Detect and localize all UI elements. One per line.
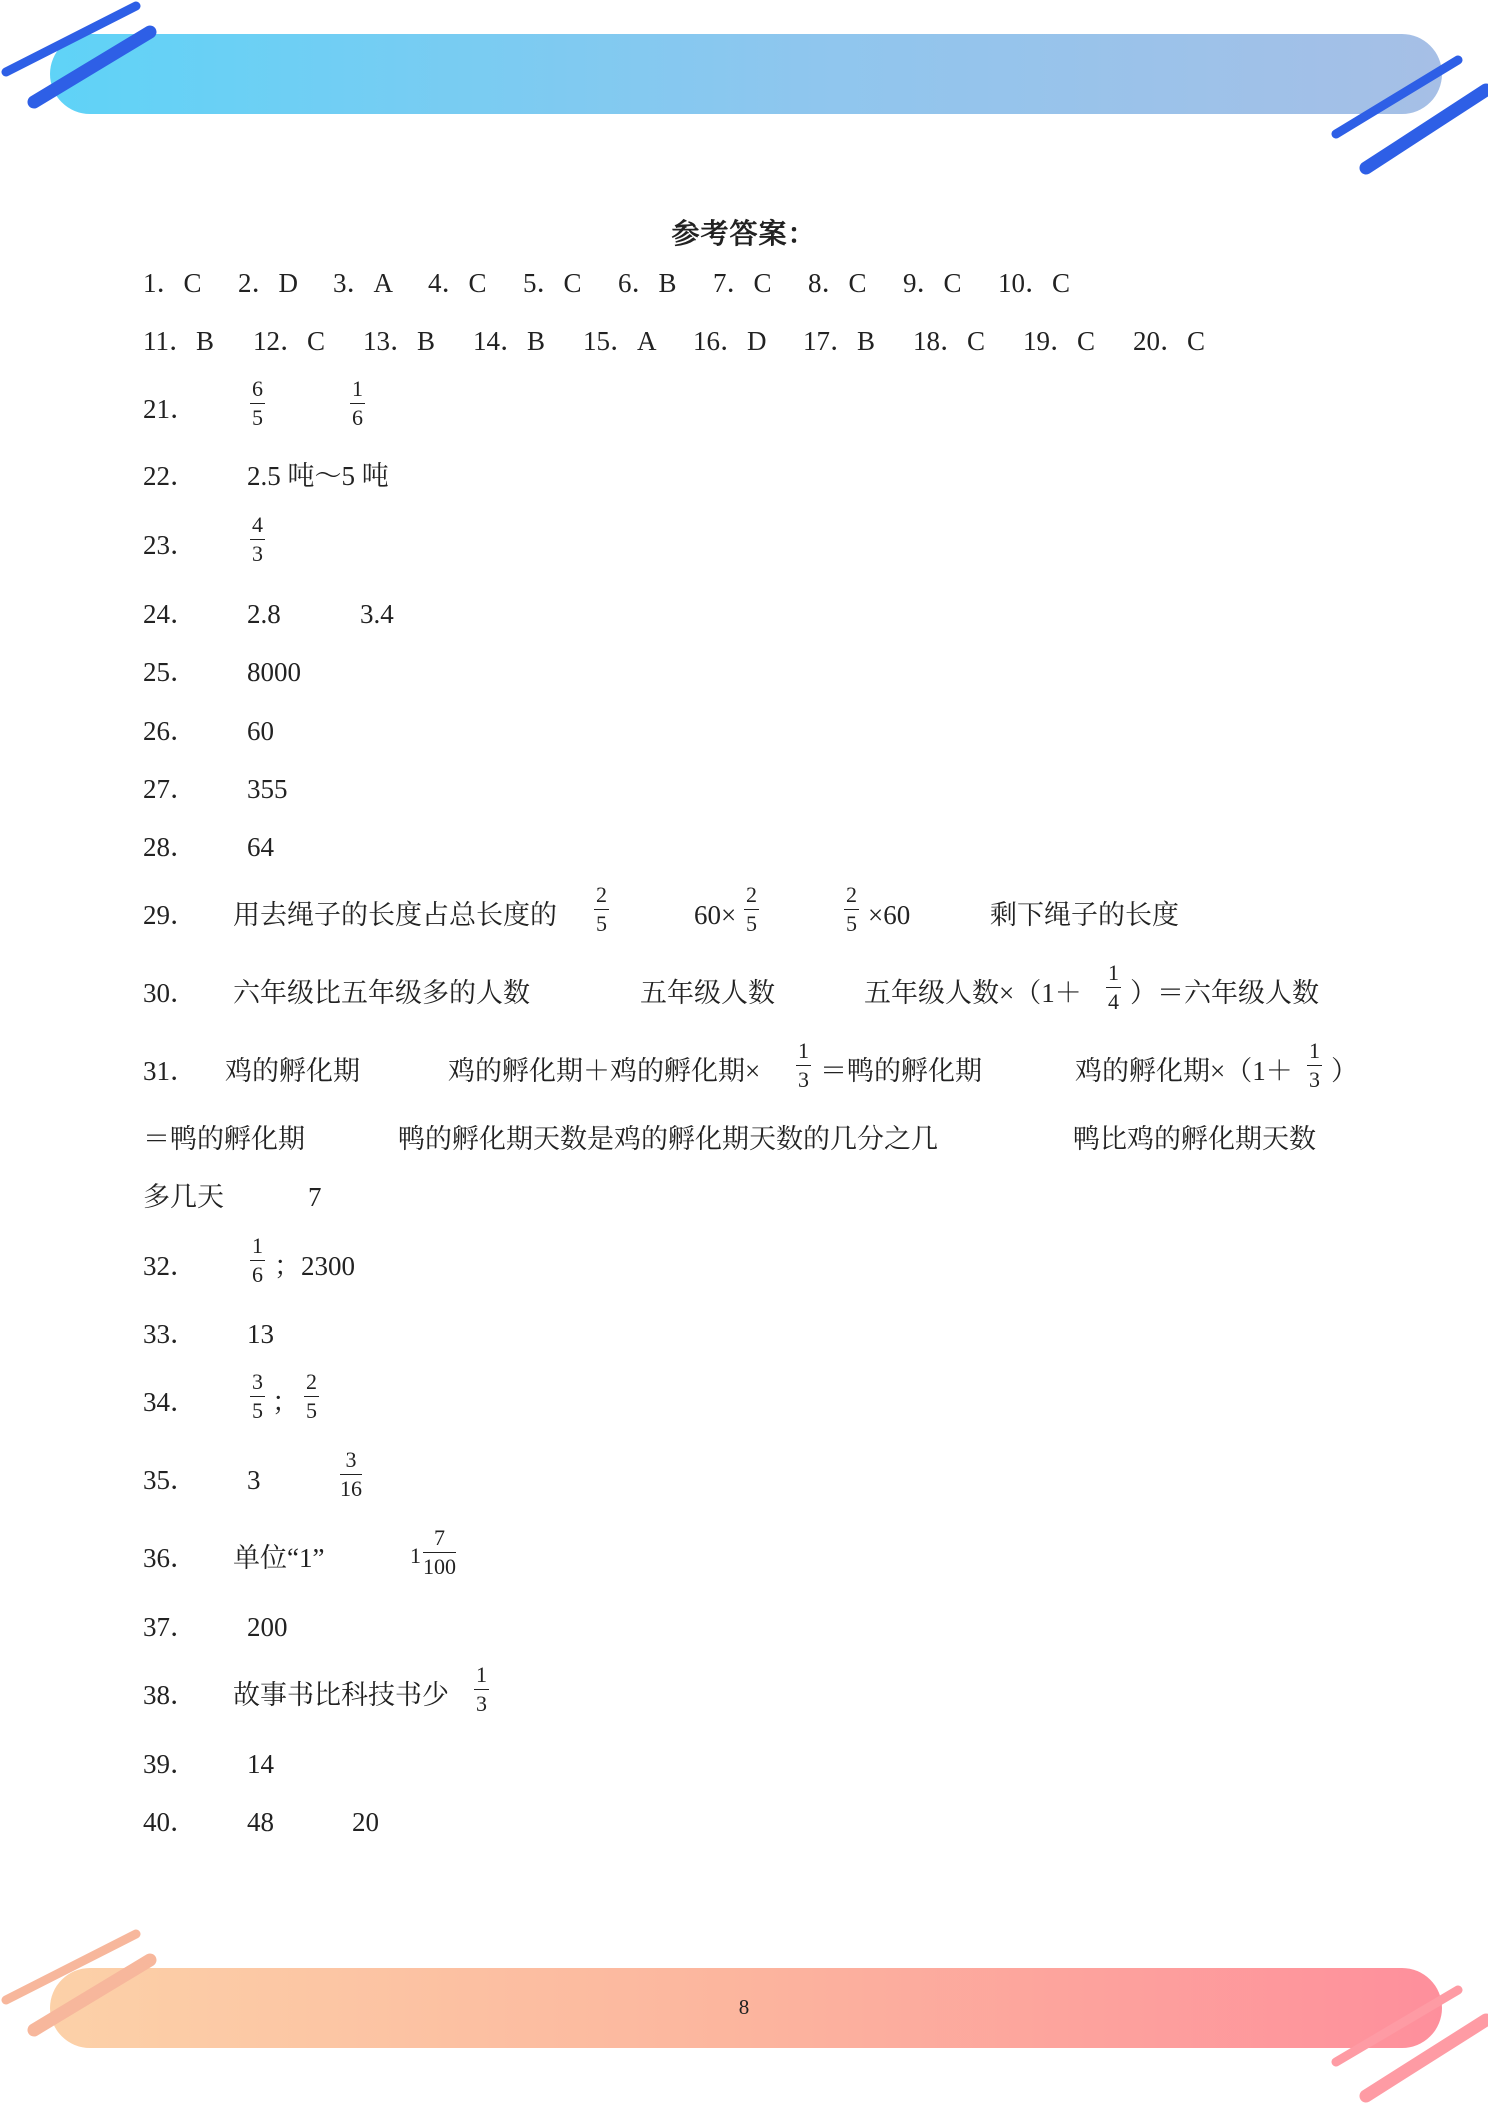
fraction: $\frac{2}{5}$ (306, 1369, 317, 1423)
answer-text: ；2300 (274, 1251, 355, 1281)
answer-text: 用去绳子的长度占总长度的 (233, 900, 557, 930)
mc-answer: 7．C (713, 268, 772, 298)
question-number: 32． (143, 1251, 197, 1281)
answer-text: 48 (247, 1807, 274, 1837)
answer-text: ＝鸭的孵化期 (820, 1056, 982, 1086)
mc-answer: 4．C (428, 268, 487, 298)
answer-text: 8000 (247, 657, 301, 687)
question-number: 24． (143, 599, 197, 629)
question-number: 26． (143, 716, 197, 746)
fraction: $\frac{2}{5}$ (596, 882, 607, 936)
answer-text: 五年级人数×（1＋ (864, 978, 1082, 1008)
mc-answer: 17．B (803, 326, 876, 356)
answer-text: 鸡的孵化期＋鸡的孵化期× (448, 1056, 761, 1086)
answer-text: 355 (247, 774, 288, 804)
mc-answer: 2．D (238, 268, 298, 298)
answer-text: 20 (352, 1807, 379, 1837)
question-number: 38． (143, 1680, 197, 1710)
fraction: $\frac{1}{6}$ (352, 376, 363, 430)
answer-text: 3 (247, 1465, 261, 1495)
question-number: 29． (143, 900, 197, 930)
answer-text: ）＝六年级人数 (1130, 978, 1319, 1008)
mc-answer: 9．C (903, 268, 962, 298)
question-number: 30． (143, 978, 197, 1008)
mc-answer: 5．C (523, 268, 582, 298)
answer-text: 六年级比五年级多的人数 (233, 978, 530, 1008)
question-number: 21． (143, 394, 197, 424)
answer-text: 200 (247, 1612, 288, 1642)
fraction: $\frac{3}{5}$ (252, 1369, 263, 1423)
answer-text: 14 (247, 1749, 274, 1779)
question-number: 40． (143, 1807, 197, 1837)
question-number: 27． (143, 774, 197, 804)
answer-text: 五年级人数 (640, 978, 775, 1008)
mc-answer: 14．B (473, 326, 546, 356)
mixed-number-whole: 1 (410, 1543, 421, 1568)
answer-text: 60 (247, 716, 274, 746)
question-number: 31． (143, 1056, 197, 1086)
question-number: 36． (143, 1543, 197, 1573)
question-number: 34． (143, 1387, 197, 1417)
answer-text: 鸡的孵化期×（1＋ (1075, 1056, 1293, 1086)
mc-answer: 12．C (253, 326, 326, 356)
fraction: $\frac{1}{3}$ (798, 1038, 809, 1092)
mc-answer: 11．B (143, 326, 215, 356)
answer-text: ×60 (868, 900, 911, 930)
answer-text: 13 (247, 1319, 274, 1349)
mc-answer: 6．B (618, 268, 677, 298)
fraction: $\frac{4}{3}$ (252, 512, 263, 566)
question-number: 28． (143, 832, 197, 862)
mc-answer: 1．C (143, 268, 202, 298)
answer-text: 故事书比科技书少 (233, 1680, 449, 1710)
answer-text: 鸭的孵化期天数是鸡的孵化期天数的几分之几 (398, 1124, 938, 1154)
answer-text: 60× (694, 900, 737, 930)
question-number: 33． (143, 1319, 197, 1349)
fraction: $\frac{1}{6}$ (252, 1233, 263, 1287)
fraction: $\frac{2}{5}$ (846, 882, 857, 936)
answer-text: ） (1331, 1056, 1358, 1086)
question-number: 37． (143, 1612, 197, 1642)
answer-text: 单位“1” (233, 1543, 325, 1573)
answer-text: 剩下绳子的长度 (990, 900, 1179, 930)
answer-text: ； (272, 1387, 299, 1417)
question-number: 22． (143, 461, 197, 491)
question-number: 35． (143, 1465, 197, 1495)
answer-text: 鸡的孵化期 (225, 1056, 360, 1086)
answer-text: 3.4 (360, 599, 394, 629)
mc-answer: 18．C (913, 326, 986, 356)
question-number: 23． (143, 530, 197, 560)
fraction: $\frac{1}{3}$ (476, 1662, 487, 1716)
mc-answer: 10．C (998, 268, 1071, 298)
answer-text: 2.5 吨～5 吨 (247, 461, 389, 491)
answer-text: 鸭比鸡的孵化期天数 (1073, 1124, 1316, 1154)
mc-answer: 16．D (693, 326, 767, 356)
mc-answer: 8．C (808, 268, 867, 298)
mc-answer: 19．C (1023, 326, 1096, 356)
fraction: $\frac{6}{5}$ (252, 376, 263, 430)
question-number: 39． (143, 1749, 197, 1779)
fraction: $\frac{1}{3}$ (1309, 1038, 1320, 1092)
fraction: $\frac{2}{5}$ (746, 882, 757, 936)
answer-text: 64 (247, 832, 274, 862)
answer-text: 7 (308, 1182, 322, 1212)
fraction: $\frac{3}{16}$ (340, 1447, 362, 1501)
mc-answer: 20．C (1133, 326, 1206, 356)
header-band (50, 34, 1442, 114)
page-number: 8 (738, 1995, 750, 2019)
answer-text: 多几天 (143, 1182, 224, 1212)
fraction: $\frac{7}{100}$ (423, 1525, 456, 1579)
question-number: 25． (143, 657, 197, 687)
mc-answer: 15．A (583, 326, 657, 356)
answer-text: ＝鸭的孵化期 (143, 1124, 305, 1154)
mc-answer: 3．A (333, 268, 393, 298)
page-title: 参考答案： (671, 219, 817, 250)
mc-answer: 13．B (363, 326, 436, 356)
fraction: $\frac{1}{4}$ (1108, 960, 1119, 1014)
answer-text: 2.8 (247, 599, 281, 629)
